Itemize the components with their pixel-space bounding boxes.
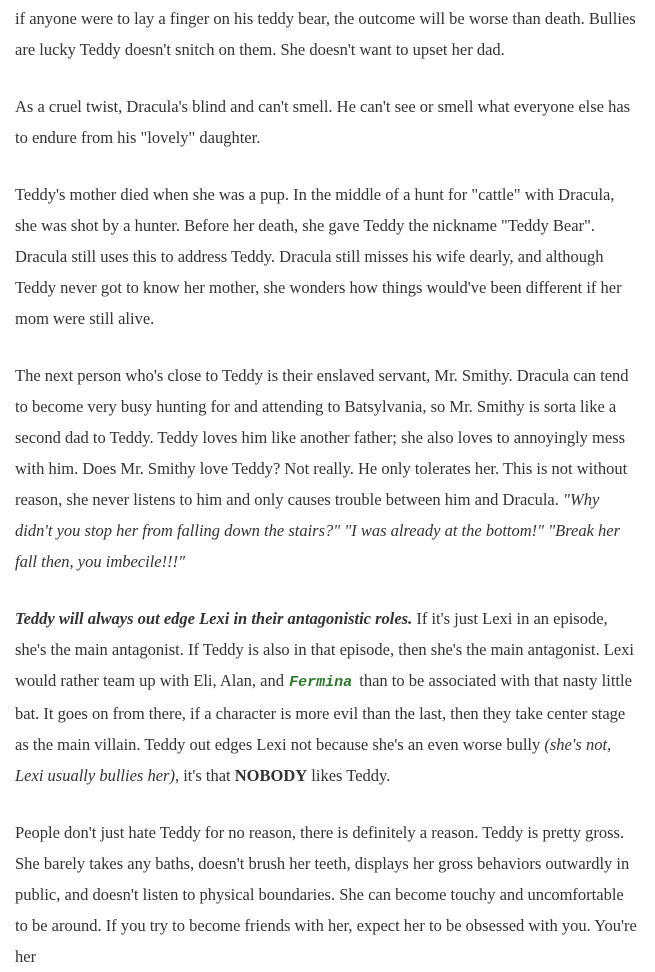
text-segment-normal: if anyone were to lay a finger on his teddy bear, the outcome will be worse than death. Bullies are lucky Teddy doesn't snitch on them. She doesn't want to upset her dad. (15, 9, 636, 59)
text-segment-normal: than to be associated with that nasty little bat. It goes on from there, if a character is more evil than the last, then they take center stage as the main villain. Teddy out edges Lexi not because she's an even worse bully (15, 671, 632, 754)
paragraph-mr-smithy (15, 360, 640, 577)
paragraph-why-hated (15, 817, 640, 972)
paragraph-bullies (15, 3, 640, 65)
text-segment-normal: People don't just hate Teddy for no reason, there is definitely a reason. Teddy is pretty gross. She barely takes any baths, doesn't brush her teeth, displays her gross behaviors outwardly in public, and doesn't listen to physical boundaries. She can become touchy and uncomfortable to be around. If you try to become friends with her, expect her to be obsessed with you. You're her (15, 823, 637, 966)
text-segment-italic: (she's not, Lexi usually bullies her) (15, 735, 612, 785)
paragraph-dracula-blind (15, 91, 640, 153)
text-segment-normal: , it's that (174, 766, 235, 785)
paragraph-teddys-mother (15, 179, 640, 334)
paragraph-antagonistic-roles (15, 603, 640, 791)
text-segment-normal: If it's just Lexi in an episode, she's the main antagonist. If Teddy is also in that episode, then she's the main antagonist. Lexi would rather team up with Eli, Alan, and (15, 609, 634, 690)
fermina-link[interactable]: Fermina (289, 674, 353, 691)
text-segment-normal: As a cruel twist, Dracula's blind and can't smell. He can't see or smell what everyone else has to endure from his "lovely" daughter. (15, 97, 631, 147)
text-segment-bold-italic: Teddy will always out edge Lexi in their antagonistic roles. (15, 609, 413, 628)
text-segment-normal: likes Teddy. (307, 766, 391, 785)
text-segment-normal: Teddy's mother died when she was a pup. In the middle of a hunt for "cattle" with Dracula, she was shot by a hunter. Before her death, she gave Teddy the nickname "Teddy Bear". Dracula still uses this to address Teddy. Dracula still misses his wife dearly, and although Teddy never got to know her mother, she wonders how things would've been different if her mom were still alive. (15, 185, 622, 328)
text-segment-italic: "Why didn't you stop her from falling down the stairs?" "I was already at the bottom!" "Break her fall then, you imbecile!!!" (15, 490, 621, 571)
text-segment-bold: NOBODY (234, 766, 308, 785)
text-segment-normal: The next person who's close to Teddy is their enslaved servant, Mr. Smithy. Dracula can tend to become very busy hunting for and attending to Batsylvania, so Mr. Smithy is sorta like a second dad to Teddy. Teddy loves him like another father; she also loves to annoyingly mess with him. Does Mr. Smithy love Teddy? Not really. He only tolerates her. This is not without reason, she never listens to him and only causes trouble between him and Dracula. (15, 366, 629, 509)
